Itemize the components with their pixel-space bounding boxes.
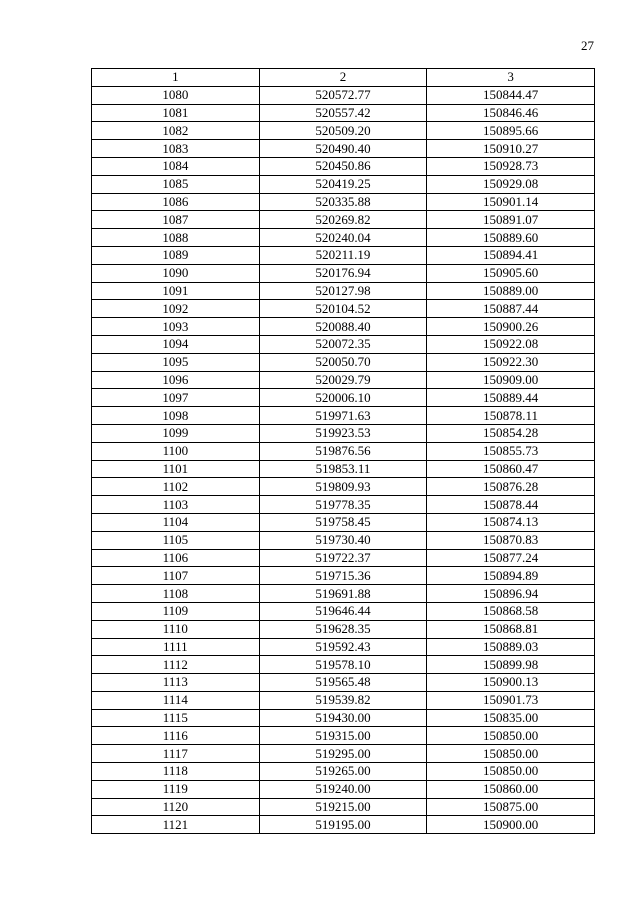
table-cell: 519240.00 [259,780,427,798]
table-cell: 519315.00 [259,727,427,745]
table-cell: 150922.30 [427,353,595,371]
table-row [92,264,595,282]
table-row [92,638,595,656]
table-row [92,460,595,478]
table-cell: 1080 [92,86,260,104]
table-row [92,424,595,442]
table-cell: 1105 [92,531,260,549]
table-cell: 520335.88 [259,193,427,211]
table-cell: 150910.27 [427,140,595,158]
table-cell: 1082 [92,122,260,140]
table-cell: 519565.48 [259,674,427,692]
table-row [92,549,595,567]
table-row [92,140,595,158]
table-cell: 1101 [92,460,260,478]
table-row [92,727,595,745]
table-row [92,157,595,175]
table-cell: 520240.04 [259,229,427,247]
table-cell: 150860.00 [427,780,595,798]
table-cell: 150860.47 [427,460,595,478]
table-cell: 1093 [92,318,260,336]
table-cell: 150891.07 [427,211,595,229]
table-cell: 150850.00 [427,727,595,745]
table-cell: 1084 [92,157,260,175]
table-body [92,86,595,833]
table-cell: 1099 [92,424,260,442]
table-cell: 150874.13 [427,513,595,531]
table-row [92,282,595,300]
table-row [92,478,595,496]
table-cell: 150878.44 [427,496,595,514]
column-header-1: 1 [92,69,260,87]
table-cell: 519809.93 [259,478,427,496]
table-cell: 1108 [92,585,260,603]
table-cell: 150894.89 [427,567,595,585]
table-row [92,531,595,549]
table-cell: 520557.42 [259,104,427,122]
table-cell: 150899.98 [427,656,595,674]
table-cell: 150889.44 [427,389,595,407]
table-cell: 520572.77 [259,86,427,104]
table-cell: 1100 [92,442,260,460]
table-cell: 150835.00 [427,709,595,727]
table-header-row [92,69,595,87]
table-cell: 519295.00 [259,745,427,763]
table-row [92,353,595,371]
table-cell: 150900.00 [427,816,595,834]
table-cell: 150928.73 [427,157,595,175]
column-header-2: 2 [259,69,427,87]
page-number: 27 [581,38,594,53]
table-row [92,371,595,389]
table-cell: 150868.58 [427,602,595,620]
table-cell: 519646.44 [259,602,427,620]
table-cell: 150844.47 [427,86,595,104]
table-cell: 150901.73 [427,691,595,709]
table-cell: 150894.41 [427,246,595,264]
table-cell: 150850.00 [427,745,595,763]
table-cell: 1085 [92,175,260,193]
table-cell: 150875.00 [427,798,595,816]
table-cell: 520211.19 [259,246,427,264]
table-cell: 150870.83 [427,531,595,549]
column-header-3: 3 [427,69,595,87]
table-cell: 519778.35 [259,496,427,514]
table-cell: 1109 [92,602,260,620]
table-cell: 519265.00 [259,763,427,781]
table-cell: 1116 [92,727,260,745]
table-cell: 520490.40 [259,140,427,158]
table-cell: 1113 [92,674,260,692]
table-cell: 1083 [92,140,260,158]
table-cell: 520072.35 [259,335,427,353]
table-row [92,656,595,674]
table-row [92,86,595,104]
table-cell: 1115 [92,709,260,727]
table-row [92,674,595,692]
table-cell: 1112 [92,656,260,674]
table-cell: 150901.14 [427,193,595,211]
table-cell: 150878.11 [427,407,595,425]
table-cell: 1094 [92,335,260,353]
table-cell: 1103 [92,496,260,514]
table-cell: 1086 [92,193,260,211]
table-row [92,513,595,531]
table-row [92,763,595,781]
table-cell: 150922.08 [427,335,595,353]
table-cell: 150929.08 [427,175,595,193]
table-cell: 520419.25 [259,175,427,193]
table-cell: 150850.00 [427,763,595,781]
table-cell: 520509.20 [259,122,427,140]
table-row [92,122,595,140]
table-cell: 1095 [92,353,260,371]
table-row [92,407,595,425]
table-cell: 1114 [92,691,260,709]
table-cell: 150855.73 [427,442,595,460]
table-cell: 1102 [92,478,260,496]
table-row [92,389,595,407]
table-cell: 1091 [92,282,260,300]
table-cell: 150854.28 [427,424,595,442]
table-cell: 520050.70 [259,353,427,371]
table-cell: 1090 [92,264,260,282]
table-cell: 1089 [92,246,260,264]
table-cell: 519430.00 [259,709,427,727]
table-cell: 1121 [92,816,260,834]
table-row [92,318,595,336]
table-cell: 150889.60 [427,229,595,247]
table-cell: 519853.11 [259,460,427,478]
table-cell: 520176.94 [259,264,427,282]
table-row [92,602,595,620]
table-row [92,816,595,834]
table-row [92,335,595,353]
table-cell: 150877.24 [427,549,595,567]
table-row [92,193,595,211]
table-cell: 520269.82 [259,211,427,229]
table-cell: 1117 [92,745,260,763]
table-row [92,585,595,603]
table-cell: 519876.56 [259,442,427,460]
table-cell: 150868.81 [427,620,595,638]
table-cell: 519971.63 [259,407,427,425]
table-cell: 150846.46 [427,104,595,122]
table-cell: 520450.86 [259,157,427,175]
table-row [92,229,595,247]
table-cell: 1087 [92,211,260,229]
table-cell: 1097 [92,389,260,407]
table-cell: 1120 [92,798,260,816]
table-cell: 150909.00 [427,371,595,389]
table-cell: 519578.10 [259,656,427,674]
table-cell: 520104.52 [259,300,427,318]
table-cell: 1111 [92,638,260,656]
table-row [92,442,595,460]
table-cell: 150900.13 [427,674,595,692]
table-row [92,691,595,709]
table-cell: 1106 [92,549,260,567]
table-cell: 519539.82 [259,691,427,709]
table-row [92,104,595,122]
table-row [92,620,595,638]
table-cell: 519758.45 [259,513,427,531]
table-cell: 519923.53 [259,424,427,442]
table-cell: 1092 [92,300,260,318]
table-row [92,246,595,264]
table-row [92,300,595,318]
table-cell: 519730.40 [259,531,427,549]
table-cell: 1118 [92,763,260,781]
coordinates-table [91,68,595,834]
table-cell: 519215.00 [259,798,427,816]
table-cell: 1081 [92,104,260,122]
table-cell: 150905.60 [427,264,595,282]
table-cell: 150889.03 [427,638,595,656]
table-cell: 150876.28 [427,478,595,496]
table-cell: 519592.43 [259,638,427,656]
table-row [92,745,595,763]
table-cell: 1119 [92,780,260,798]
table-cell: 520127.98 [259,282,427,300]
table-cell: 1098 [92,407,260,425]
table-row [92,211,595,229]
table-cell: 520006.10 [259,389,427,407]
table-cell: 519628.35 [259,620,427,638]
table-row [92,798,595,816]
table-cell: 1110 [92,620,260,638]
table-cell: 519715.36 [259,567,427,585]
table-row [92,567,595,585]
table-cell: 150900.26 [427,318,595,336]
table-row [92,175,595,193]
table-cell: 1104 [92,513,260,531]
table-cell: 520088.40 [259,318,427,336]
table-cell: 519722.37 [259,549,427,567]
table-cell: 520029.79 [259,371,427,389]
table-row [92,780,595,798]
table-cell: 1096 [92,371,260,389]
table-cell: 1088 [92,229,260,247]
table-row [92,709,595,727]
table-cell: 519195.00 [259,816,427,834]
table-row [92,496,595,514]
table-cell: 150889.00 [427,282,595,300]
table-cell: 150896.94 [427,585,595,603]
table-cell: 150887.44 [427,300,595,318]
table-cell: 150895.66 [427,122,595,140]
table-cell: 1107 [92,567,260,585]
table-cell: 519691.88 [259,585,427,603]
